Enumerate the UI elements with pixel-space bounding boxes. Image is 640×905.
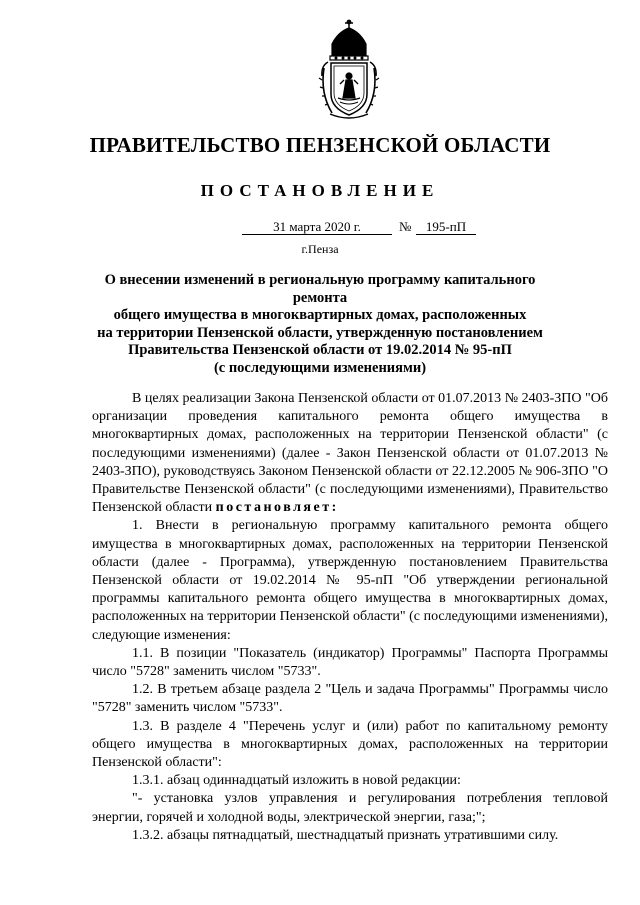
- quoted-text: "- установка узлов управления и регулирования потребления тепловой энергии, горячей и холодной воды, электрической энергии, газа;";: [92, 791, 608, 825]
- resolves-word: постановляет:: [215, 500, 339, 516]
- subject-line: общего имущества в многоквартирных домах, расположенных: [113, 307, 527, 323]
- document-type: ПОСТАНОВЛЕНИЕ: [200, 181, 440, 200]
- document-subject: [80, 272, 560, 377]
- preamble-paragraph: [92, 390, 608, 517]
- paragraph-1: 1. Внести в региональную программу капитального ремонта общего имущества в многоквартирных домах, расположенных на территории Пензенской области (далее - Программа), утвержденную постановлением Правительства Пензенской области от 19.02.2014 № 95-пП "Об утверждении региональной программы капитального ремонта общего имущества в многоквартирных домах, расположенных на территории Пензенской области" (с последующими изменениями), следующие изменения:: [92, 518, 608, 643]
- paragraph-1-1: 1.1. В позиции "Показатель (индикатор) Программы" Паспорта Программы число "5728" заменить числом "5733".: [92, 645, 608, 680]
- paragraph-1-2: 1.2. В третьем абзаце раздела 2 "Цель и задача Программы" Программы число "5728" заменить числом "5733".: [92, 682, 608, 716]
- document-body: [92, 390, 608, 845]
- coat-of-arms-icon: [318, 18, 380, 120]
- city-label: г.Пенза: [301, 242, 339, 256]
- date-number-row: [0, 219, 640, 237]
- number-sign: №: [399, 219, 412, 234]
- subject-line: (с последующими изменениями): [213, 359, 427, 376]
- paragraph-1-3: 1.3. В разделе 4 "Перечень услуг и (или) работ по капитальному ремонту общего имущества в многоквартирных домах, расположенных на территории Пензенской области":: [92, 718, 608, 771]
- government-title: ПРАВИТЕЛЬСТВО ПЕНЗЕНСКОЙ ОБЛАСТИ: [89, 133, 551, 157]
- paragraph-1-3-1: 1.3.1. абзац одиннадцатый изложить в новой редакции:: [132, 773, 461, 789]
- preamble-text: В целях реализации Закона Пензенской области от 01.07.2013 № 2403-ЗПО "Об организации проведения капитального ремонта общего имущества в многоквартирных домах, расположенных на территории Пензенской области" (с последующими изменениями) (далее - Закон Пензенской области от 01.07.2013 № 2403-ЗПО), руководствуясь Законом Пензенской области от 22.12.2005 № 906-ЗПО "О Правительстве Пензенской области" (с последующими изменениями), Правительство Пензенской области: [92, 391, 608, 516]
- document-date: 31 марта 2020 г.: [242, 219, 392, 235]
- subject-line: О внесении изменений в региональную программу капитального ремонта: [104, 272, 536, 306]
- subject-line: Правительства Пензенской области от 19.02.2014 № 95-пП: [128, 342, 512, 358]
- document-number: 195-пП: [416, 219, 476, 235]
- paragraph-1-3-2: 1.3.2. абзацы пятнадцатый, шестнадцатый признать утратившими силу.: [132, 827, 559, 843]
- subject-line: на территории Пензенской области, утвержденную постановлением: [97, 324, 543, 341]
